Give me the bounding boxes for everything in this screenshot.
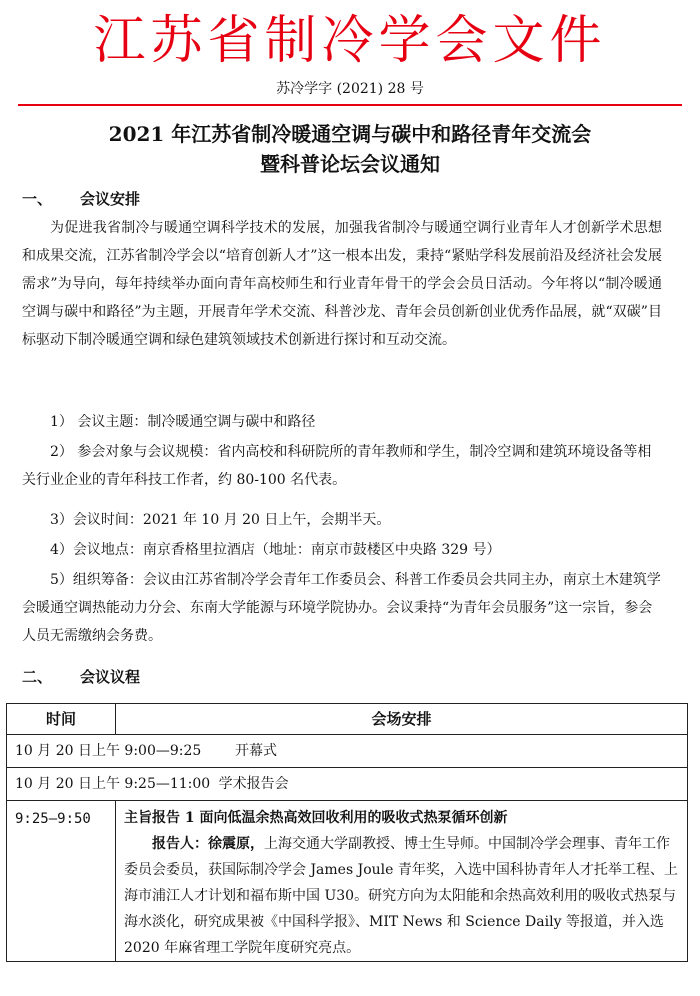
section-heading-arrangement — [22, 188, 140, 210]
column-header-arrangement: 会场安排 — [116, 704, 688, 735]
section-heading-agenda — [22, 666, 140, 688]
intro-paragraph: 为促进我省制冷与暖通空调科学技术的发展，加强我省制冷与暖通空调行业青年人才创新学术思想和成果交流，江苏省制冷学会以“培育创新人才”这一根本出发，秉持“紧贴学科发展前沿及经济社会发展需求”为导向，每年持续举办面向青年高校师生和行业青年骨干的学会会员日活动。今年将以“制冷暖通空调与碳中和路径”为主题，开展青年学术交流、科普沙龙、青年会员创新创业优秀作品展，就“双碳”目标驱动下制冷暖通空调和绿色建筑领域技术创新进行探讨和互动交流。 — [22, 220, 662, 348]
list-item-organizers: 5）组织筹备：会议由江苏省制冷学会青年工作委员会、科普工作委员会共同主办，南京土木建筑学会暖通空调热能动力分会、东南大学能源与环境学院协办。会议秉持“为青年会员服务”这一宗旨，参会人员无需缴纳会务费。 — [22, 572, 661, 644]
session-label: 开幕式 — [235, 743, 278, 759]
table-row-opening — [7, 735, 688, 768]
table-cell — [7, 735, 688, 768]
list-item-theme: 1） 会议主题：制冷暖通空调与碳中和路径 — [50, 414, 316, 430]
column-header-time: 时间 — [7, 704, 116, 735]
main-title-line2: 暨科普论坛会议通知 — [260, 152, 440, 176]
main-title-line1: 2021 年江苏省制冷暖通空调与碳中和路径青年交流会 — [108, 122, 592, 146]
table-row-reports — [7, 768, 688, 801]
table-cell — [7, 768, 688, 801]
session-time: 10 月 20 日上午 9:25—11:00 — [15, 776, 211, 792]
section-title: 会议安排 — [80, 190, 141, 208]
report-details — [116, 801, 688, 962]
reporter-bio: 上海交通大学副教授、博士生导师。中国制冷学会理事、青年工作委员会委员，获国际制冷学会 James Joule 青年奖，入选中国科协青年人才托举工程、上海市浦江人才计划和福布斯中国 U30。研究方向为太阳能和余热高效利用的吸收式热泵与海水淡化，研究成果被《中国科学报》、MIT News 和 Science Daily 等报道，并入选 2020 年麻省理工学院年度研究亮点。 — [124, 836, 678, 956]
report-description — [124, 831, 679, 961]
report-time: 9:25—9:50 — [7, 801, 116, 962]
report-title: 主旨报告 1 面向低温余热高效回收利用的吸收式热泵循环创新 — [124, 810, 508, 826]
list-item-participants: 2） 参会对象与会议规模：省内高校和科研院所的青年教师和学生，制冷空调和建筑环境设备等相关行业企业的青年科技工作者，约 80-100 名代表。 — [22, 444, 652, 488]
section-title: 会议议程 — [80, 668, 141, 686]
document-number: 苏冷学字 (2021) 28 号 — [276, 81, 424, 97]
session-time: 10 月 20 日上午 9:00—9:25 — [15, 743, 202, 759]
list-item-time: 3）会议时间：2021 年 10 月 20 日上午，会期半天。 — [50, 512, 391, 528]
table-header-row — [7, 704, 688, 735]
session-label: 学术报告会 — [218, 776, 289, 792]
red-divider — [18, 104, 682, 106]
section-number: 一、 — [22, 190, 53, 208]
list-item-venue: 4）会议地点：南京香格里拉酒店（地址：南京市鼓楼区中央路 329 号） — [50, 542, 501, 558]
agenda-table — [6, 703, 688, 962]
reporter-label: 报告人：徐震原， — [152, 836, 264, 852]
table-row-report1 — [7, 801, 688, 962]
section-number: 二、 — [22, 668, 53, 686]
org-header-title: 江苏省制冷学会文件 — [93, 11, 607, 71]
